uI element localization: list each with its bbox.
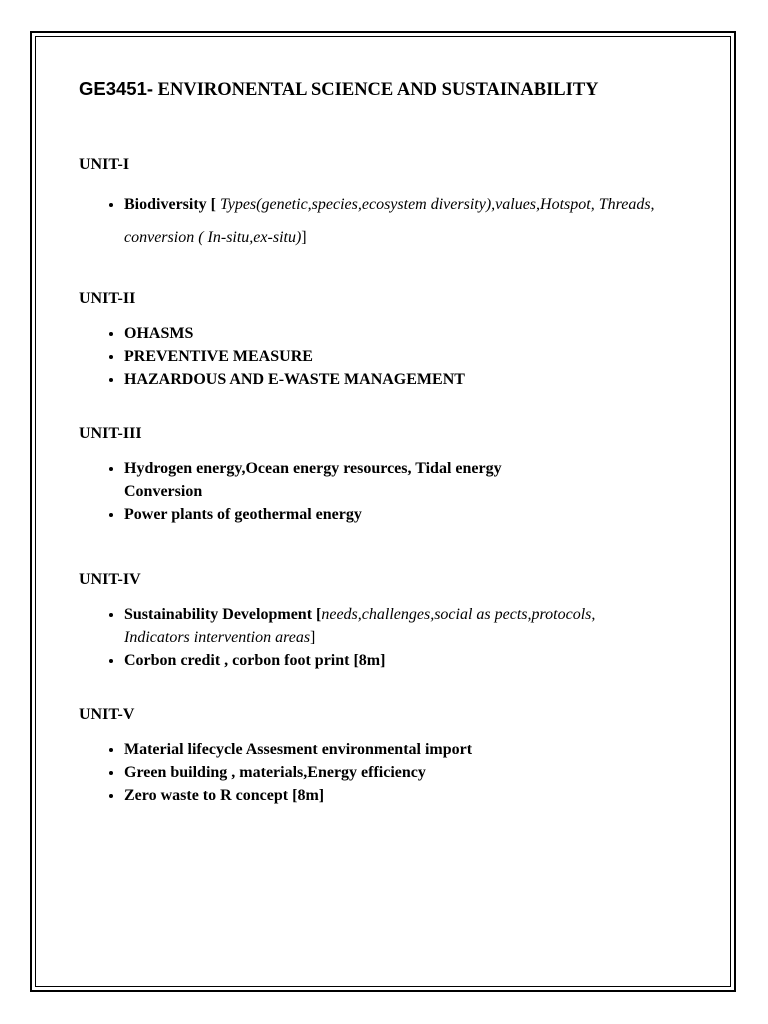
syllabus-content: [79, 78, 699, 807]
list-item: • HAZARDOUS AND E-WASTE MANAGEMENT: [124, 368, 699, 391]
course-name: ENVIRONENTAL SCIENCE AND SUSTAINABILITY: [157, 80, 599, 100]
list-item: • Zero waste to R concept [8m]: [124, 784, 699, 807]
list-item: • Hydrogen energy,Ocean energy resources, Tidal energy Conversion: [124, 457, 574, 503]
list-item: • Corbon credit , corbon foot print [8m]: [124, 649, 664, 672]
document-title: [79, 78, 699, 101]
list-item: • Biodiversity [ Types(genetic,species,ecosystem diversity),values,Hotspot, Threads, conversion ( In-situ,ex-situ)]: [124, 188, 699, 254]
unit-heading: UNIT-III: [79, 425, 142, 442]
course-code: GE3451-: [79, 78, 154, 99]
unit-topic-list: [79, 457, 574, 526]
list-item: • Green building , materials,Energy efficiency: [124, 761, 699, 784]
list-item: • OHASMS: [124, 322, 699, 345]
list-item: • Power plants of geothermal energy: [124, 503, 574, 526]
unit-heading: UNIT-IV: [79, 571, 141, 588]
unit-heading: UNIT-V: [79, 706, 135, 723]
unit-section-5: [79, 705, 699, 807]
unit-heading: UNIT-I: [79, 156, 130, 173]
unit-section-3: [79, 424, 699, 526]
list-item: • PREVENTIVE MEASURE: [124, 345, 699, 368]
unit-section-1: [79, 155, 699, 254]
unit-topic-list: [79, 322, 699, 391]
list-item: • Material lifecycle Assesment environmental import: [124, 738, 699, 761]
unit-topic-list: [79, 603, 664, 672]
unit-topic-list: [79, 738, 699, 807]
unit-topic-list: [79, 188, 699, 254]
unit-section-4: [79, 570, 699, 672]
unit-heading: UNIT-II: [79, 290, 136, 307]
unit-section-2: [79, 289, 699, 391]
list-item: • Sustainability Development [needs,challenges,social as pects,protocols, Indicators intervention areas]: [124, 603, 664, 649]
